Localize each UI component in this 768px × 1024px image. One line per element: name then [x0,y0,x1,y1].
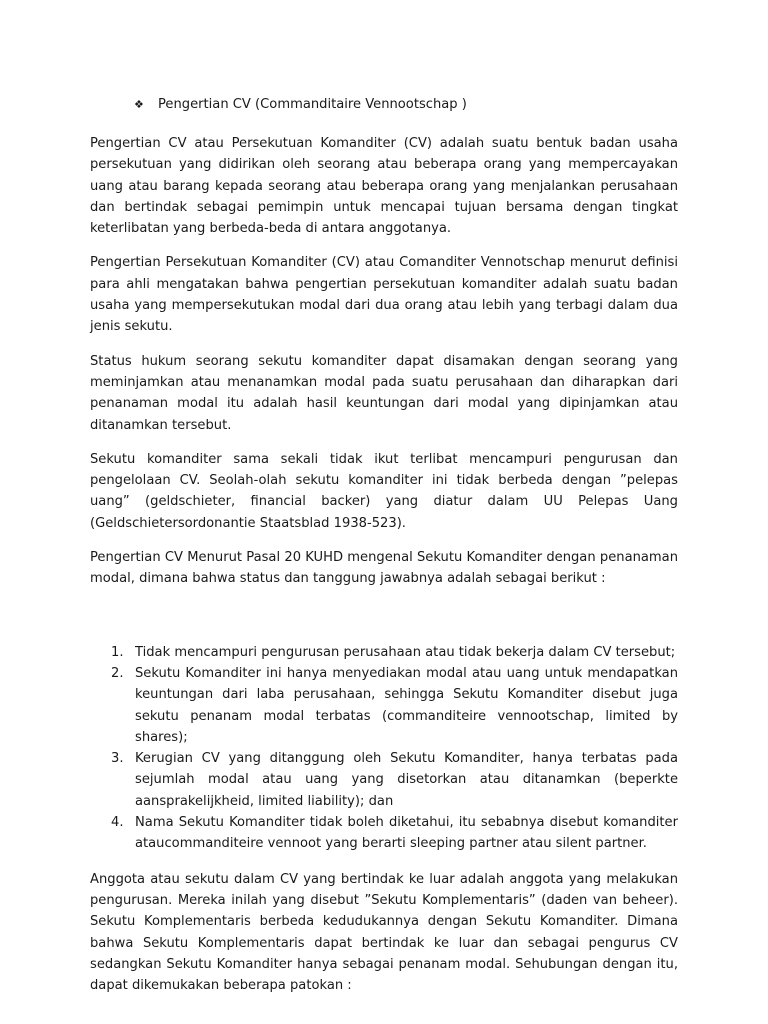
paragraph-expert-definition: Pengertian Persekutuan Komanditer (CV) atau Comanditer Vennotschap menurut definisi para ahli mengatakan bahwa pengertian persekutuan komanditer adalah suatu badan usaha yang mempersekutukan modal dari dua orang atau lebih yang terbagi dalam dua jenis sekutu. [90,255,678,335]
numbered-list [90,642,678,855]
list-item-number: 1. [111,644,124,660]
list-item-number: 4. [111,815,124,831]
list-item-text: Sekutu Komanditer ini hanya menyediakan modal atau uang untuk mendapatkan keuntungan dari laba perusahaan, sehingga Sekutu Komanditer disebut juga sekutu penanam modal terbatas (commanditeire vennootschap, limited by shares); [135,665,678,745]
blank-line [90,603,678,642]
list-item-text: Nama Sekutu Komanditer tidak boleh diketahui, itu sebabnya disebut komanditer ataucommanditeire vennoot yang berarti sleeping partner atau silent partner. [135,815,678,852]
list-item-number: 2. [111,665,124,681]
list-item [90,642,678,663]
list-item-number: 3. [111,751,124,767]
list-item [90,748,678,812]
list-item [90,663,678,748]
paragraph-komplementaris: Anggota atau sekutu dalam CV yang bertindak ke luar adalah anggota yang melakukan pengurusan. Mereka inilah yang disebut ”Sekutu Komplementaris” (daden van beheer). Sekutu Komplementaris berbeda kedudukannya dengan Sekutu Komanditer. Dimana bahwa Sekutu Komplementaris dapat bertindak ke luar dan sebagai pengurus CV sedangkan Sekutu Komanditer hanya sebagai penanam modal. Sehubungan dengan itu, dapat dikemukakan beberapa patokan : [90,871,678,994]
list-item [90,812,678,855]
section-heading-text: Pengertian CV (Commanditaire Vennootschap ) [158,97,467,112]
paragraph-definition: Pengertian CV atau Persekutuan Komanditer (CV) adalah suatu bentuk badan usaha persekutuan yang didirikan oleh seorang atau beberapa orang yang mempercayakan uang atau barang kepada seorang atau beberapa orang yang menjalankan perusahaan dan bertindak sebagai pemimpin untuk mencapai tujuan bersama dengan tingkat keterlibatan yang berbeda-beda di antara anggotanya. [90,136,678,237]
paragraph-kuhd: Pengertian CV Menurut Pasal 20 KUHD mengenal Sekutu Komanditer dengan penanaman modal, dimana bahwa status dan tanggung jawabnya adalah sebagai berikut : [90,550,678,587]
diamond-bullet-icon: ❖ [134,98,144,111]
paragraph-legal-status: Status hukum seorang sekutu komanditer dapat disamakan dengan seorang yang meminjamkan atau menanamkan modal pada suatu perusahaan dan diharapkan dari penanaman modal itu adalah hasil keuntungan dari modal yang dipinjamkan atau ditanamkan tersebut. [90,353,678,433]
list-item-text: Kerugian CV yang ditanggung oleh Sekutu Komanditer, hanya terbatas pada sejumlah modal atau uang yang disetorkan atau ditanamkan (beperkte aansprakelijkheid, limited liability); dan [135,751,678,809]
section-heading [134,94,678,115]
paragraph-non-involvement: Sekutu komanditer sama sekali tidak ikut terlibat mencampuri pengurusan dan pengelolaan CV. Seolah-olah sekutu komanditer ini tidak berbeda dengan ”pelepas uang” (geldschieter, financial backer) yang diatur dalam UU Pelepas Uang (Geldschietersordonantie Staatsblad 1938-523). [90,451,678,531]
list-item-text: Tidak mencampuri pengurusan perusahaan atau tidak bekerja dalam CV tersebut; [135,644,676,660]
